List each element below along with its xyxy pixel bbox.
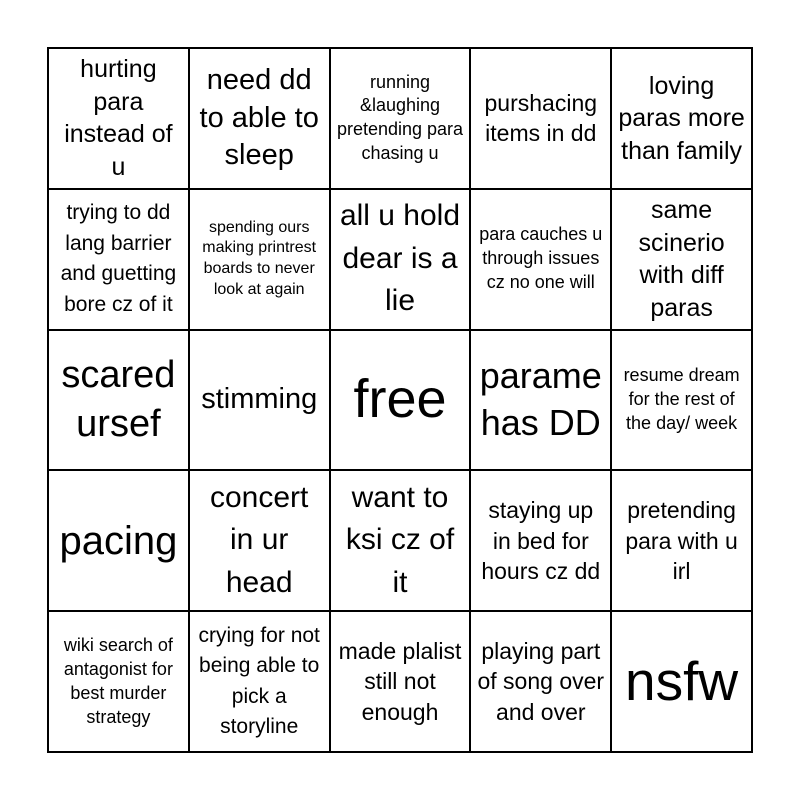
bingo-cell-i3[interactable]: stimming <box>189 330 330 471</box>
bingo-cell-o2[interactable]: same scinerio with diff paras <box>611 189 752 330</box>
bingo-cell-o3[interactable]: resume dream for the rest of the day/ week <box>611 330 752 471</box>
bingo-board <box>47 47 753 753</box>
bingo-cell-i4[interactable]: concert in ur head <box>189 470 330 611</box>
bingo-cell-n5[interactable]: made plalist still not enough <box>330 611 471 752</box>
bingo-cell-g4[interactable]: staying up in bed for hours cz dd <box>470 470 611 611</box>
bingo-cell-n4[interactable]: want to ksi cz of it <box>330 470 471 611</box>
bingo-cell-b2[interactable]: trying to dd lang barrier and guetting bore cz of it <box>48 189 189 330</box>
bingo-cell-b3[interactable]: scared ursef <box>48 330 189 471</box>
bingo-cell-g3[interactable]: parame has DD <box>470 330 611 471</box>
bingo-cell-i2[interactable]: spending ours making printrest boards to never look at again <box>189 189 330 330</box>
bingo-cell-o1[interactable]: loving paras more than family <box>611 48 752 189</box>
bingo-cell-n2[interactable]: all u hold dear is a lie <box>330 189 471 330</box>
bingo-cell-b1[interactable]: hurting para instead of u <box>48 48 189 189</box>
bingo-cell-n1[interactable]: running &laughing pretending para chasing u <box>330 48 471 189</box>
bingo-cell-g5[interactable]: playing part of song over and over <box>470 611 611 752</box>
bingo-cell-o5[interactable]: nsfw <box>611 611 752 752</box>
bingo-cell-g2[interactable]: para cauches u through issues cz no one will <box>470 189 611 330</box>
bingo-cell-b4[interactable]: pacing <box>48 470 189 611</box>
bingo-cell-i5[interactable]: crying for not being able to pick a storyline <box>189 611 330 752</box>
bingo-cell-b5[interactable]: wiki search of antagonist for best murder strategy <box>48 611 189 752</box>
bingo-cell-g1[interactable]: purshacing items in dd <box>470 48 611 189</box>
bingo-cell-o4[interactable]: pretending para with u irl <box>611 470 752 611</box>
bingo-cell-free-space[interactable]: free <box>330 330 471 471</box>
bingo-cell-i1[interactable]: need dd to able to sleep <box>189 48 330 189</box>
